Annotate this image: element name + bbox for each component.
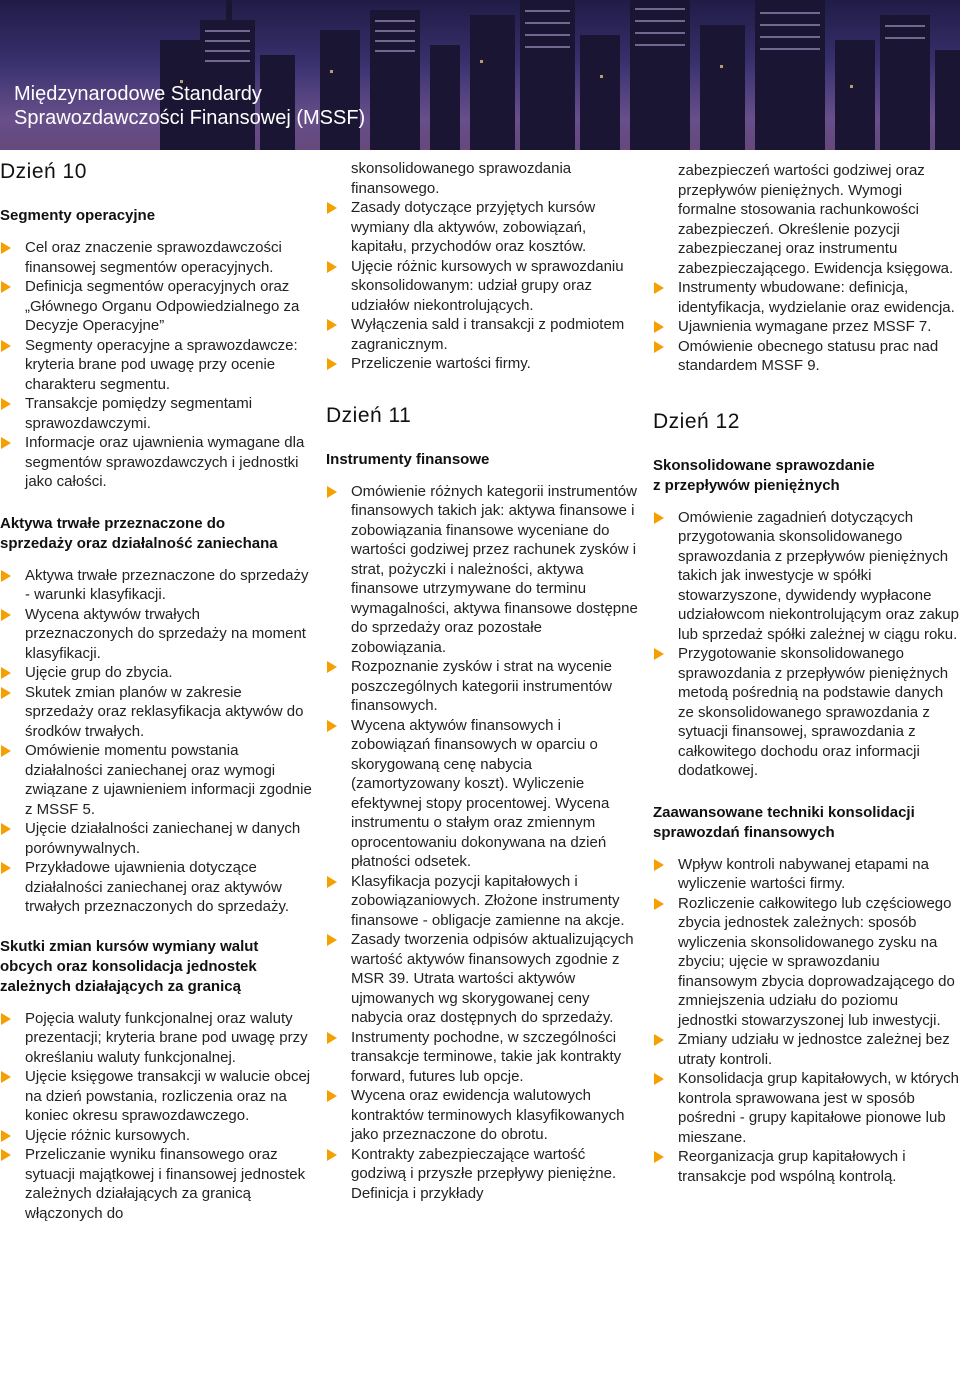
- column-2: [326, 150, 638, 1203]
- list-item: Zasady dotyczące przyjętych kursów wymiany dla aktywów, zobowiązań, kapitału, przychodów oraz kosztów.: [326, 198, 638, 257]
- kursy-list: [0, 1009, 312, 1224]
- section-title-segmenty: Segmenty operacyjne: [0, 207, 156, 224]
- list-item: Wycena aktywów trwałych przeznaczonych do sprzedaży na moment klasyfikacji.: [0, 605, 312, 664]
- section-title-line: obcych oraz konsolidacja jednostek: [0, 957, 257, 975]
- section-title-line: sprawozdań finansowych: [653, 823, 835, 841]
- kursy-list-continued: [326, 159, 638, 374]
- list-item: Transakcje pomiędzy segmentami sprawozdawczymi.: [0, 394, 312, 433]
- section-title-kursy: [0, 937, 312, 997]
- list-item: Zmiany udziału w jednostce zależnej bez utraty kontroli.: [653, 1030, 960, 1069]
- section-title-line: z przepływów pieniężnych: [653, 476, 840, 494]
- list-item: Instrumenty pochodne, w szczególności transakcje terminowe, takie jak kontrakty forward, futures lub opcje.: [326, 1028, 638, 1087]
- list-item: Informacje oraz ujawnienia wymagane dla segmentów sprawozdawczych i jednostki jako całości.: [0, 433, 312, 492]
- day-12-title: Dzień 12: [653, 409, 740, 433]
- list-item: Segmenty operacyjne a sprawozdawcze: kryteria brane pod uwagę przy ocenie charakteru segmentu.: [0, 336, 312, 395]
- list-item: Rozliczenie całkowitego lub częściowego zbycia jednostek zależnych: sposób wyliczenia skonsolidowanego zysku na zbyciu; ujęcie w sprawozdaniu finansowym zbycia doprowadzającego do zmniejszenia udziału do poziomu jednostki stowarzyszonej lub inwestycji.: [653, 894, 960, 1031]
- list-item: Reorganizacja grup kapitałowych i transakcje pod wspólną kontrolą.: [653, 1147, 960, 1186]
- list-item: skonsolidowanego sprawozdania finansowego.: [351, 160, 572, 197]
- section-title-aktywa: [0, 514, 312, 554]
- instrumenty-list: [326, 482, 638, 1204]
- list-item: Wpływ kontroli nabywanej etapami na wyliczenie wartości firmy.: [653, 855, 960, 894]
- day-11-title: Dzień 11: [326, 403, 412, 427]
- list-item: Aktywa trwałe przeznaczone do sprzedaży - warunki klasyfikacji.: [0, 566, 312, 605]
- list-item: Klasyfikacja pozycji kapitałowych i zobowiązaniowych. Złożone instrumenty finansowe - obligacje zamienne na akcje.: [326, 872, 638, 931]
- list-item: Rozpoznanie zysków i strat na wycenie poszczególnych kategorii instrumentów finansowych.: [326, 657, 638, 716]
- section-title-instrumenty: Instrumenty finansowe: [326, 450, 490, 468]
- list-item: Omówienie różnych kategorii instrumentów finansowych takich jak: aktywa finansowe i zobowiązania finansowe wyceniane do wartości godziwej przez rachunek zysków i strat, pożyczki i należności, aktywa finansowe utrzymywane do terminu wymagalności, aktywa finansowe dostępne do sprzedaży oraz pozostałe zobowiązania.: [326, 482, 638, 658]
- section-title-line: Skonsolidowane sprawozdanie: [653, 456, 875, 474]
- konsolidacja-list: [653, 855, 960, 1187]
- column-1: [0, 150, 312, 1223]
- list-item: Ujęcie różnic kursowych w sprawozdaniu skonsolidowanym: udział grupy oraz udziałów niekontrolujących.: [326, 257, 638, 316]
- column-3: [653, 150, 960, 1186]
- list-item: Definicja segmentów operacyjnych oraz „Głównego Organu Odpowiedzialnego za Decyzje Operacyjne”: [0, 277, 312, 336]
- segmenty-list: [0, 238, 312, 492]
- list-item: zabezpieczeń wartości godziwej oraz przepływów pieniężnych. Wymogi formalne stosowania rachunkowości zabezpieczeń. Określenie pozycji zabezpieczanej oraz instrumentu zabezpieczającego. Ewidencja księgowa.: [678, 162, 954, 277]
- header-banner: [0, 0, 960, 150]
- section-title-line: zależnych działających za granicą: [0, 977, 241, 995]
- list-item: Ujęcie grup do zbycia.: [0, 663, 312, 683]
- list-item: Ujęcie różnic kursowych.: [0, 1126, 312, 1146]
- list-item: Skutek zmian planów w zakresie sprzedaży oraz reklasyfikacja aktywów do środków trwałych.: [0, 683, 312, 742]
- list-item: Przygotowanie skonsolidowanego sprawozdania z przepływów pieniężnych metodą pośrednią na podstawie danych ze skonsolidowanego sprawozdania z sytuacji finansowej, sprawozdania z całkowitego dochodu oraz informacji dodatkowej.: [653, 644, 960, 781]
- page-title: [14, 82, 365, 130]
- list-item: Omówienie zagadnień dotyczących przygotowania skonsolidowanego sprawozdania z przepływów pieniężnych takich jak inwestycje w spółki stowarzyszone, dywidendy wypłacone udziałowcom niekontrolującym oraz zakup lub sprzedaż spółki zależnej w ciągu roku.: [653, 508, 960, 645]
- page-title-line2: Sprawozdawczości Finansowej (MSSF): [14, 107, 366, 129]
- list-item: Ujęcie księgowe transakcji w walucie obcej na dzień powstania, rozliczenia oraz na koniec okresu sprawozdawczego.: [0, 1067, 312, 1126]
- section-title-line: Zaawansowane techniki konsolidacji: [653, 803, 915, 821]
- aktywa-list: [0, 566, 312, 917]
- section-title-line: Aktywa trwałe przeznaczone do: [0, 514, 226, 532]
- list-item: Wycena aktywów finansowych i zobowiązań finansowych w oparciu o skorygowaną cenę nabycia (zamortyzowany koszt). Wyliczenie efektywnej stopy procentowej. Wycena instrumentu o stałym oraz zmiennym oprocentowaniu dokonywana na dzień płatności odsetek.: [326, 716, 638, 872]
- przeplywy-list: [653, 508, 960, 781]
- section-title-przeplywy: [653, 456, 960, 496]
- list-item: Kontrakty zabezpieczające wartość godziwą i przyszłe przepływy pieniężne. Definicja i przykłady: [326, 1145, 638, 1204]
- section-title-konsolidacja: [653, 803, 960, 843]
- page-title-line1: Międzynarodowe Standardy: [14, 83, 262, 105]
- list-item: Przeliczenie wartości firmy.: [326, 354, 638, 374]
- list-item: Zasady tworzenia odpisów aktualizujących wartość aktywów finansowych zgodnie z MSR 39. Utrata wartości aktywów ujmowanych wg skorygowanej ceny nabycia oraz dostępnych do sprzedaży.: [326, 930, 638, 1028]
- list-item: Omówienie obecnego statusu prac nad standardem MSSF 9.: [653, 337, 960, 376]
- list-item: Ujęcie działalności zaniechanej w danych porównywalnych.: [0, 819, 312, 858]
- list-item: Instrumenty wbudowane: definicja, identyfikacja, wydzielanie oraz ewidencja.: [653, 278, 960, 317]
- list-item: Cel oraz znaczenie sprawozdawczości finansowej segmentów operacyjnych.: [0, 238, 312, 277]
- list-item: Omówienie momentu powstania działalności zaniechanej oraz wymogi związane z ujawnieniem informacji zgodnie z MSSF 5.: [0, 741, 312, 819]
- list-item: Przykładowe ujawnienia dotyczące działalności zaniechanej oraz aktywów trwałych przeznaczonych do sprzedaży.: [0, 858, 312, 917]
- section-title-line: sprzedaży oraz działalność zaniechana: [0, 534, 278, 552]
- list-item: Pojęcia waluty funkcjonalnej oraz waluty prezentacji; kryteria brane pod uwagę przy określaniu waluty funkcjonalnej.: [0, 1009, 312, 1068]
- list-item: Konsolidacja grup kapitałowych, w których kontrola sprawowana jest w sposób pośredni - grupy kapitałowe pionowe lub mieszane.: [653, 1069, 960, 1147]
- list-item: Przeliczanie wyniku finansowego oraz sytuacji majątkowej i finansowej jednostek zależnych działających za granicą włączonych do: [0, 1145, 312, 1223]
- list-item: Ujawnienia wymagane przez MSSF 7.: [653, 317, 960, 337]
- list-item: Wyłączenia sald i transakcji z podmiotem zagranicznym.: [326, 315, 638, 354]
- instrumenty-list-continued: [653, 161, 960, 376]
- list-item: Wycena oraz ewidencja walutowych kontraktów terminowych klasyfikowanych jako przeznaczone do obrotu.: [326, 1086, 638, 1145]
- section-title-line: Skutki zmian kursów wymiany walut: [0, 937, 259, 955]
- day-10-title: Dzień 10: [0, 160, 87, 183]
